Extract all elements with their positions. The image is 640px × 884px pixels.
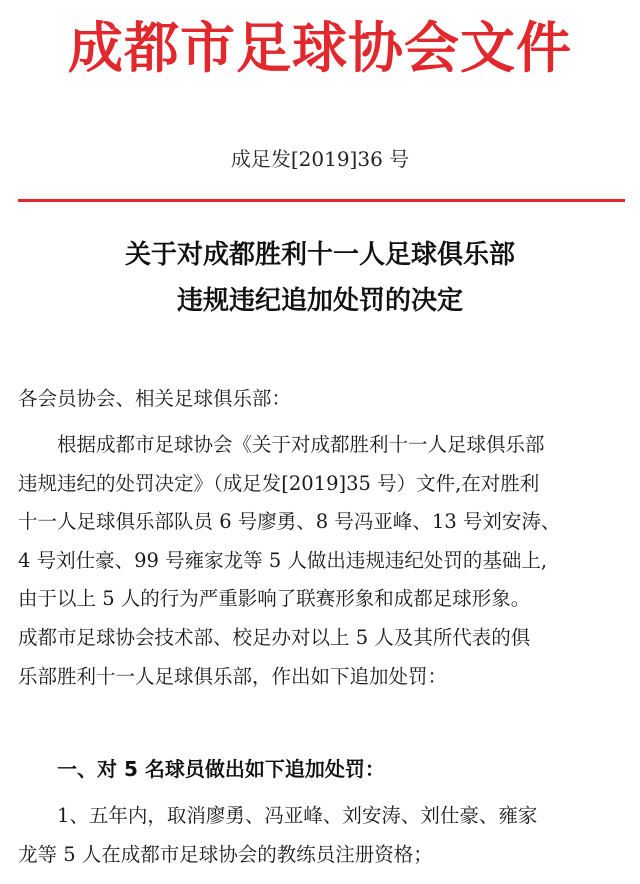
document-number: 成足发[2019]36 号 (230, 147, 410, 171)
paragraph-1-line: 4 号刘仕豪、99 号雍家龙等 5 人做出违规违纪处罚的基础上, (18, 548, 548, 572)
paragraph-1-line: 违规违纪的处罚决定》（成足发[2019]35 号）文件,在对胜利 (18, 471, 540, 495)
paragraph-1 (18, 426, 628, 696)
document-subject (0, 232, 640, 324)
paragraph-1-line: 十一人足球俱乐部队员 6 号廖勇、8 号冯亚峰、13 号刘安涛、 (18, 510, 561, 534)
paragraph-1-line: 根据成都市足球协会《关于对成都胜利十一人足球俱乐部 (57, 433, 545, 456)
subject-line-1: 关于对成都胜利十一人足球俱乐部 (124, 240, 515, 270)
paragraph-1-line: 由于以上 5 人的行为严重影响了联赛形象和成都足球形象。 (18, 587, 531, 611)
paragraph-1-line: 成都市足球协会技术部、校足办对以上 5 人及其所代表的俱 (18, 625, 531, 649)
document-header-title: 成都市足球协会文件 (67, 16, 572, 80)
subject-line-2: 违规违纪追加处罚的决定 (176, 286, 463, 316)
paragraph-2 (18, 797, 628, 874)
paragraph-1-line: 乐部胜利十一人足球俱乐部，作出如下追加处罚： (18, 664, 448, 688)
paragraph-2-line: 1、五年内，取消廖勇、冯亚峰、刘安涛、刘仕豪、雍家 (57, 804, 538, 827)
section-heading-1: 一、对 5 名球员做出如下追加处罚： (57, 757, 385, 781)
header-divider (18, 199, 625, 202)
salutation: 各会员协会、相关足球俱乐部： (18, 387, 292, 410)
paragraph-2-line: 龙等 5 人在成都市足球协会的教练员注册资格； (18, 842, 433, 866)
